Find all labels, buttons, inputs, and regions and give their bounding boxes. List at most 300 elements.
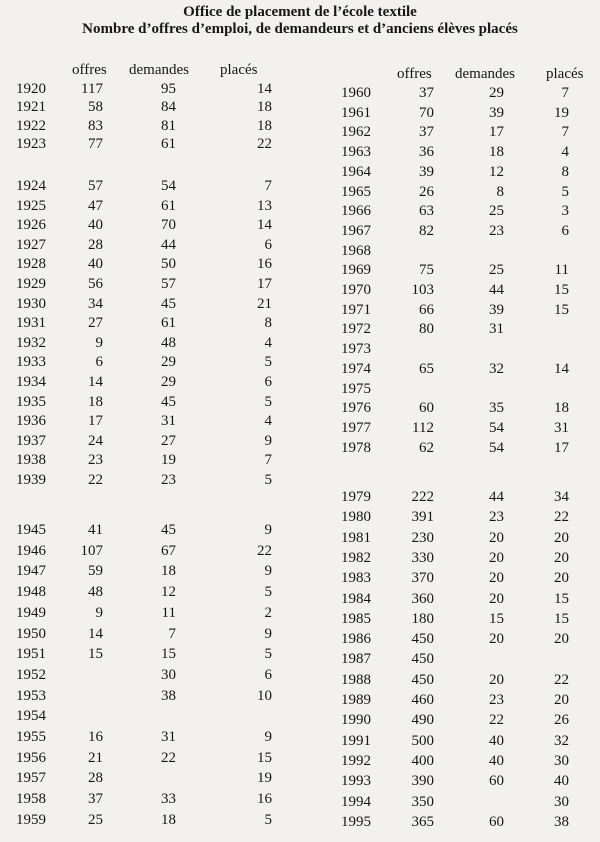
year-cell: 1964 bbox=[341, 163, 371, 180]
offres-cell: 40 bbox=[88, 256, 103, 273]
offres-cell: 56 bbox=[88, 276, 103, 292]
year-cell: 1985 bbox=[341, 610, 371, 627]
table-row bbox=[16, 412, 286, 430]
offres-cell: 390 bbox=[411, 773, 434, 790]
table-row bbox=[341, 488, 596, 506]
title-line-1: Office de placement de l’école textile bbox=[183, 4, 417, 20]
places-cell: 14 bbox=[257, 81, 272, 97]
table-row bbox=[16, 604, 286, 622]
places-cell: 20 bbox=[554, 631, 569, 648]
table-row bbox=[16, 177, 286, 195]
table-row bbox=[341, 813, 596, 831]
demandes-cell: 25 bbox=[489, 262, 504, 279]
places-cell: 5 bbox=[264, 472, 272, 488]
offres-cell: 28 bbox=[88, 236, 103, 253]
year-cell: 1967 bbox=[341, 222, 371, 239]
offres-cell: 22 bbox=[88, 472, 103, 488]
demandes-cell: 22 bbox=[489, 712, 504, 729]
places-cell: 6 bbox=[264, 374, 272, 390]
offres-cell: 47 bbox=[88, 197, 103, 214]
places-cell: 19 bbox=[554, 104, 569, 121]
offres-cell: 370 bbox=[411, 570, 434, 587]
year-cell: 1989 bbox=[341, 692, 371, 708]
offres-cell: 26 bbox=[419, 183, 434, 200]
year-cell: 1950 bbox=[16, 625, 46, 642]
table-row bbox=[16, 197, 286, 215]
offres-cell: 107 bbox=[80, 542, 103, 559]
demandes-cell: 12 bbox=[489, 163, 504, 180]
table-row bbox=[16, 790, 286, 808]
places-cell: 7 bbox=[561, 124, 569, 141]
offres-cell: 66 bbox=[419, 301, 434, 318]
demandes-cell: 20 bbox=[489, 671, 504, 688]
year-cell: 1935 bbox=[16, 393, 46, 410]
offres-cell: 450 bbox=[411, 631, 434, 648]
places-cell: 4 bbox=[561, 144, 569, 161]
places-cell: 3 bbox=[561, 203, 569, 220]
places-cell: 7 bbox=[561, 85, 569, 101]
demandes-cell: 57 bbox=[161, 276, 176, 292]
table-row bbox=[341, 281, 596, 299]
demandes-cell: 61 bbox=[161, 136, 176, 153]
demandes-cell: 18 bbox=[489, 144, 504, 161]
header-places-left: placés bbox=[220, 62, 258, 78]
table-row bbox=[16, 98, 286, 116]
places-cell: 5 bbox=[264, 393, 272, 410]
year-cell: 1929 bbox=[16, 276, 46, 292]
demandes-cell: 11 bbox=[161, 604, 176, 621]
year-cell: 1947 bbox=[16, 563, 46, 580]
demandes-cell: 18 bbox=[161, 811, 176, 828]
offres-cell: 350 bbox=[411, 793, 434, 810]
year-cell: 1992 bbox=[341, 752, 371, 769]
demandes-cell: 84 bbox=[161, 99, 176, 116]
demandes-cell: 33 bbox=[161, 791, 176, 808]
places-cell: 20 bbox=[554, 549, 569, 566]
year-cell: 1945 bbox=[16, 522, 46, 538]
offres-cell: 360 bbox=[411, 590, 434, 607]
table-row bbox=[341, 711, 596, 729]
year-cell: 1931 bbox=[16, 315, 46, 332]
year-cell: 1974 bbox=[341, 360, 371, 377]
places-cell: 9 bbox=[264, 522, 272, 538]
offres-cell: 391 bbox=[411, 509, 434, 526]
left-data-table bbox=[16, 80, 286, 830]
year-cell: 1946 bbox=[16, 542, 46, 559]
offres-cell: 60 bbox=[419, 400, 434, 417]
offres-cell: 57 bbox=[88, 178, 103, 194]
year-cell: 1928 bbox=[16, 256, 46, 273]
offres-cell: 28 bbox=[88, 770, 103, 787]
table-row bbox=[341, 399, 596, 417]
page-title bbox=[0, 4, 600, 38]
demandes-cell: 38 bbox=[161, 687, 176, 704]
table-row bbox=[341, 320, 596, 338]
demandes-cell: 60 bbox=[489, 773, 504, 790]
year-cell: 1949 bbox=[16, 604, 46, 621]
demandes-cell: 61 bbox=[161, 315, 176, 332]
places-cell: 2 bbox=[264, 604, 272, 621]
places-cell: 22 bbox=[257, 542, 272, 559]
table-row bbox=[341, 610, 596, 628]
year-cell: 1952 bbox=[16, 666, 46, 683]
year-cell: 1965 bbox=[341, 183, 371, 200]
demandes-cell: 23 bbox=[489, 692, 504, 708]
demandes-cell: 31 bbox=[161, 729, 176, 745]
places-cell: 7 bbox=[264, 178, 272, 194]
year-cell: 1938 bbox=[16, 452, 46, 469]
offres-cell: 41 bbox=[88, 522, 103, 538]
demandes-cell: 40 bbox=[489, 732, 504, 749]
places-cell: 40 bbox=[554, 773, 569, 790]
places-cell: 22 bbox=[554, 509, 569, 526]
demandes-cell: 20 bbox=[489, 570, 504, 587]
demandes-cell: 44 bbox=[489, 489, 504, 505]
table-row bbox=[16, 353, 286, 371]
table-row bbox=[341, 202, 596, 220]
year-cell: 1963 bbox=[341, 144, 371, 161]
places-cell: 8 bbox=[264, 315, 272, 332]
offres-cell: 37 bbox=[88, 791, 103, 808]
table-row bbox=[341, 772, 596, 790]
table-row bbox=[16, 334, 286, 352]
table-row bbox=[341, 104, 596, 122]
demandes-cell: 45 bbox=[161, 393, 176, 410]
header-demandes-left: demandes bbox=[129, 62, 189, 78]
year-cell: 1958 bbox=[16, 791, 46, 808]
demandes-cell: 39 bbox=[489, 301, 504, 318]
table-row bbox=[16, 216, 286, 234]
year-cell: 1934 bbox=[16, 374, 46, 390]
places-cell: 22 bbox=[554, 671, 569, 688]
offres-cell: 40 bbox=[88, 217, 103, 234]
places-cell: 17 bbox=[554, 439, 569, 456]
year-cell: 1957 bbox=[16, 770, 46, 787]
demandes-cell: 20 bbox=[489, 529, 504, 546]
table-row bbox=[341, 529, 596, 547]
table-row bbox=[16, 80, 286, 98]
places-cell: 7 bbox=[264, 452, 272, 469]
places-cell: 9 bbox=[264, 432, 272, 449]
table-row bbox=[16, 135, 286, 153]
table-row bbox=[341, 752, 596, 770]
year-cell: 1939 bbox=[16, 472, 46, 488]
places-cell: 16 bbox=[257, 791, 272, 808]
places-cell: 14 bbox=[257, 217, 272, 234]
offres-cell: 230 bbox=[411, 529, 434, 546]
offres-cell: 112 bbox=[412, 419, 434, 436]
demandes-cell: 17 bbox=[489, 124, 504, 141]
places-cell: 17 bbox=[257, 276, 272, 292]
places-cell: 6 bbox=[264, 666, 272, 683]
demandes-cell: 45 bbox=[161, 522, 176, 538]
demandes-cell: 18 bbox=[161, 563, 176, 580]
offres-cell: 77 bbox=[88, 136, 103, 153]
year-cell: 1981 bbox=[341, 529, 371, 546]
demandes-cell: 44 bbox=[489, 282, 504, 298]
offres-cell: 63 bbox=[419, 203, 434, 220]
table-row bbox=[341, 439, 596, 457]
table-row bbox=[16, 687, 286, 705]
offres-cell: 65 bbox=[419, 360, 434, 377]
table-row bbox=[16, 275, 286, 293]
offres-cell: 39 bbox=[419, 163, 434, 180]
demandes-cell: 23 bbox=[489, 222, 504, 239]
table-row bbox=[16, 314, 286, 332]
places-cell: 15 bbox=[554, 301, 569, 318]
offres-cell: 500 bbox=[411, 732, 434, 749]
places-cell: 14 bbox=[554, 360, 569, 377]
year-cell: 1936 bbox=[16, 413, 46, 430]
year-cell: 1932 bbox=[16, 334, 46, 351]
year-cell: 1982 bbox=[341, 549, 371, 566]
table-row bbox=[16, 521, 286, 539]
offres-cell: 24 bbox=[88, 432, 103, 449]
places-cell: 4 bbox=[264, 413, 272, 430]
year-cell: 1977 bbox=[341, 419, 371, 436]
places-cell: 18 bbox=[257, 117, 272, 134]
demandes-cell: 40 bbox=[489, 752, 504, 769]
table-row bbox=[16, 666, 286, 684]
year-cell: 1973 bbox=[341, 341, 371, 358]
table-row bbox=[341, 732, 596, 750]
header-demandes-right: demandes bbox=[455, 66, 515, 82]
table-row bbox=[16, 295, 286, 313]
demandes-cell: 54 bbox=[489, 439, 504, 456]
offres-cell: 15 bbox=[88, 646, 103, 663]
offres-cell: 70 bbox=[419, 104, 434, 121]
offres-cell: 83 bbox=[88, 117, 103, 134]
places-cell: 31 bbox=[554, 419, 569, 436]
offres-cell: 59 bbox=[88, 563, 103, 580]
places-cell: 6 bbox=[561, 222, 569, 239]
table-row bbox=[16, 562, 286, 580]
table-row bbox=[16, 583, 286, 601]
places-cell: 4 bbox=[264, 334, 272, 351]
demandes-cell: 31 bbox=[489, 321, 504, 338]
places-cell: 8 bbox=[561, 163, 569, 180]
demandes-cell: 15 bbox=[161, 646, 176, 663]
year-cell: 1970 bbox=[341, 282, 371, 298]
year-cell: 1927 bbox=[16, 236, 46, 253]
year-cell: 1972 bbox=[341, 321, 371, 338]
places-cell: 18 bbox=[257, 99, 272, 116]
demandes-cell: 61 bbox=[161, 197, 176, 214]
demandes-cell: 12 bbox=[161, 584, 176, 601]
table-row bbox=[16, 542, 286, 560]
offres-cell: 58 bbox=[88, 99, 103, 116]
table-row bbox=[341, 84, 596, 102]
table-row bbox=[16, 373, 286, 391]
places-cell: 26 bbox=[554, 712, 569, 729]
year-cell: 1948 bbox=[16, 584, 46, 601]
table-row bbox=[16, 728, 286, 746]
offres-cell: 117 bbox=[81, 81, 103, 97]
places-cell: 5 bbox=[264, 584, 272, 601]
year-cell: 1991 bbox=[341, 732, 371, 749]
offres-cell: 16 bbox=[88, 729, 103, 745]
places-cell: 13 bbox=[257, 197, 272, 214]
demandes-cell: 7 bbox=[168, 625, 176, 642]
year-cell: 1956 bbox=[16, 749, 46, 766]
offres-cell: 180 bbox=[411, 610, 434, 627]
table-row bbox=[341, 123, 596, 141]
year-cell: 1966 bbox=[341, 203, 371, 220]
table-row bbox=[16, 811, 286, 829]
table-row bbox=[341, 691, 596, 709]
table-row bbox=[16, 451, 286, 469]
table-row bbox=[341, 380, 596, 398]
year-cell: 1953 bbox=[16, 687, 46, 704]
table-row bbox=[341, 508, 596, 526]
demandes-cell: 15 bbox=[489, 610, 504, 627]
year-cell: 1988 bbox=[341, 671, 371, 688]
table-row bbox=[16, 645, 286, 663]
offres-cell: 48 bbox=[88, 584, 103, 601]
places-cell: 19 bbox=[257, 770, 272, 787]
offres-cell: 400 bbox=[411, 752, 434, 769]
offres-cell: 82 bbox=[419, 222, 434, 239]
table-row bbox=[341, 143, 596, 161]
year-cell: 1960 bbox=[341, 85, 371, 101]
demandes-cell: 95 bbox=[161, 81, 176, 97]
demandes-cell: 19 bbox=[161, 452, 176, 469]
demandes-cell: 29 bbox=[489, 85, 504, 101]
year-cell: 1921 bbox=[16, 99, 46, 116]
year-cell: 1971 bbox=[341, 301, 371, 318]
demandes-cell: 48 bbox=[161, 334, 176, 351]
demandes-cell: 60 bbox=[489, 813, 504, 830]
offres-cell: 450 bbox=[411, 651, 434, 668]
places-cell: 15 bbox=[554, 610, 569, 627]
demandes-cell: 25 bbox=[489, 203, 504, 220]
year-cell: 1969 bbox=[341, 262, 371, 279]
year-cell: 1990 bbox=[341, 712, 371, 729]
table-row bbox=[16, 432, 286, 450]
table-row bbox=[341, 242, 596, 260]
offres-cell: 34 bbox=[88, 295, 103, 312]
year-cell: 1994 bbox=[341, 793, 371, 810]
offres-cell: 490 bbox=[411, 712, 434, 729]
year-cell: 1987 bbox=[341, 651, 371, 668]
places-cell: 15 bbox=[554, 590, 569, 607]
table-row bbox=[341, 549, 596, 567]
table-row bbox=[341, 360, 596, 378]
offres-cell: 6 bbox=[95, 354, 103, 371]
table-row bbox=[341, 183, 596, 201]
table-row bbox=[341, 261, 596, 279]
year-cell: 1980 bbox=[341, 509, 371, 526]
demandes-cell: 20 bbox=[489, 631, 504, 648]
year-cell: 1962 bbox=[341, 124, 371, 141]
year-cell: 1937 bbox=[16, 432, 46, 449]
offres-cell: 21 bbox=[88, 749, 103, 766]
table-row bbox=[341, 419, 596, 437]
places-cell: 5 bbox=[264, 646, 272, 663]
offres-cell: 18 bbox=[88, 393, 103, 410]
table-row bbox=[16, 749, 286, 767]
places-cell: 16 bbox=[257, 256, 272, 273]
offres-cell: 330 bbox=[411, 549, 434, 566]
offres-cell: 27 bbox=[88, 315, 103, 332]
offres-cell: 23 bbox=[88, 452, 103, 469]
demandes-cell: 30 bbox=[161, 666, 176, 683]
right-data-table bbox=[341, 84, 596, 834]
places-cell: 38 bbox=[554, 813, 569, 830]
year-cell: 1930 bbox=[16, 295, 46, 312]
year-cell: 1961 bbox=[341, 104, 371, 121]
year-cell: 1968 bbox=[341, 242, 371, 259]
places-cell: 32 bbox=[554, 732, 569, 749]
demandes-cell: 44 bbox=[161, 236, 176, 253]
places-cell: 5 bbox=[264, 354, 272, 371]
demandes-cell: 29 bbox=[161, 374, 176, 390]
year-cell: 1975 bbox=[341, 380, 371, 397]
places-cell: 30 bbox=[554, 752, 569, 769]
places-cell: 15 bbox=[554, 282, 569, 298]
title-line-2: Nombre d’offres d’emploi, de demandeurs et d’anciens élèves placés bbox=[82, 21, 518, 37]
demandes-cell: 29 bbox=[161, 354, 176, 371]
demandes-cell: 20 bbox=[489, 549, 504, 566]
offres-cell: 450 bbox=[411, 671, 434, 688]
year-cell: 1923 bbox=[16, 136, 46, 153]
places-cell: 21 bbox=[257, 295, 272, 312]
places-cell: 18 bbox=[554, 400, 569, 417]
table-row bbox=[16, 255, 286, 273]
places-cell: 22 bbox=[257, 136, 272, 153]
demandes-cell: 54 bbox=[489, 419, 504, 436]
year-cell: 1925 bbox=[16, 197, 46, 214]
offres-cell: 14 bbox=[88, 374, 103, 390]
year-cell: 1955 bbox=[16, 729, 46, 745]
header-places-right: placés bbox=[546, 66, 584, 82]
demandes-cell: 31 bbox=[161, 413, 176, 430]
year-cell: 1984 bbox=[341, 590, 371, 607]
table-row bbox=[16, 471, 286, 489]
places-cell: 10 bbox=[257, 687, 272, 704]
demandes-cell: 20 bbox=[489, 590, 504, 607]
year-cell: 1924 bbox=[16, 178, 46, 194]
demandes-cell: 23 bbox=[161, 472, 176, 488]
demandes-cell: 39 bbox=[489, 104, 504, 121]
year-cell: 1995 bbox=[341, 813, 371, 830]
year-cell: 1922 bbox=[16, 117, 46, 134]
table-row bbox=[341, 630, 596, 648]
header-offres-left: offres bbox=[72, 62, 107, 78]
offres-cell: 222 bbox=[411, 489, 434, 505]
places-cell: 9 bbox=[264, 563, 272, 580]
places-cell: 15 bbox=[257, 749, 272, 766]
places-cell: 5 bbox=[264, 811, 272, 828]
year-cell: 1920 bbox=[16, 81, 46, 97]
demandes-cell: 54 bbox=[161, 178, 176, 194]
offres-cell: 460 bbox=[411, 692, 434, 708]
offres-cell: 80 bbox=[419, 321, 434, 338]
header-offres-right: offres bbox=[397, 66, 432, 82]
offres-cell: 17 bbox=[88, 413, 103, 430]
places-cell: 20 bbox=[554, 529, 569, 546]
table-row bbox=[341, 222, 596, 240]
places-cell: 30 bbox=[554, 793, 569, 810]
offres-cell: 9 bbox=[95, 604, 103, 621]
table-row bbox=[16, 236, 286, 254]
offres-cell: 9 bbox=[95, 334, 103, 351]
demandes-cell: 8 bbox=[496, 183, 504, 200]
table-row bbox=[341, 340, 596, 358]
offres-cell: 36 bbox=[419, 144, 434, 161]
demandes-cell: 70 bbox=[161, 217, 176, 234]
places-cell: 34 bbox=[554, 489, 569, 505]
